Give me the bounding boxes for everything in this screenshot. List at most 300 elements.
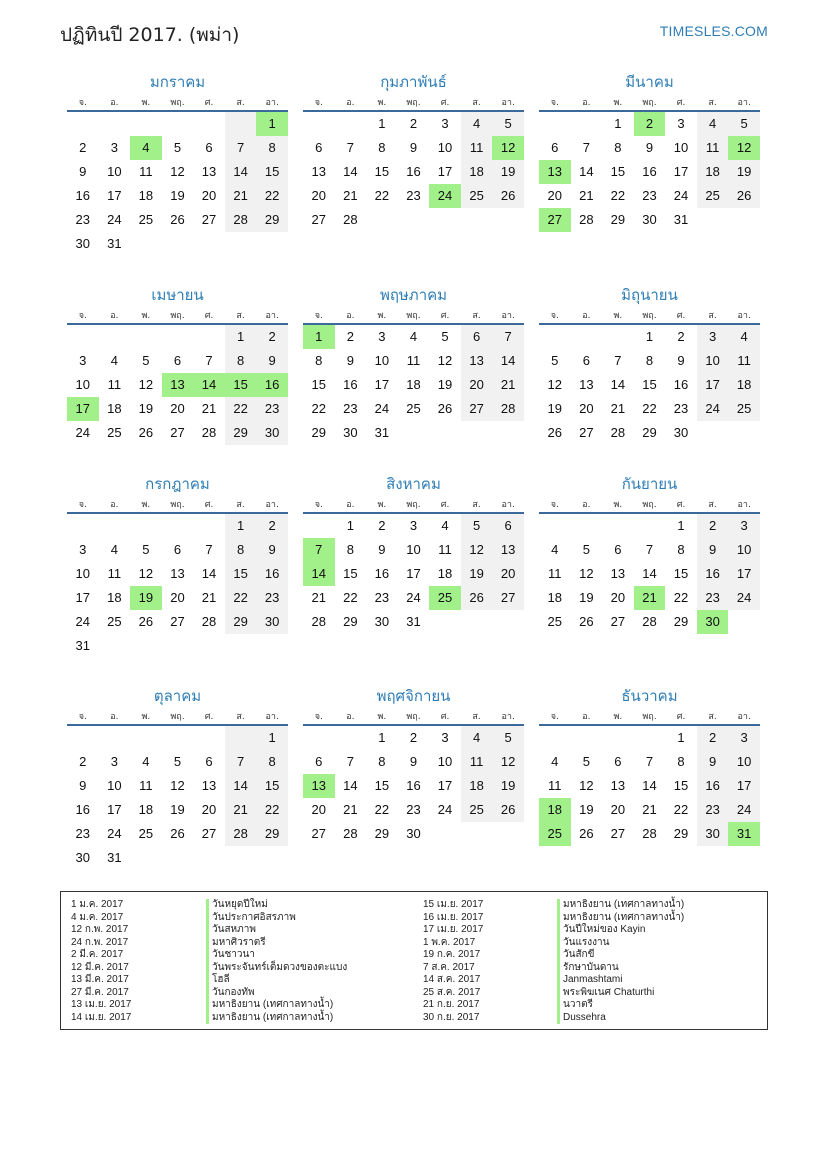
day-cell[interactable]: 16 (343, 377, 358, 392)
day-cell[interactable]: 19 (579, 802, 594, 817)
day-cell[interactable]: 9 (79, 164, 87, 179)
day-cell[interactable]: 26 (547, 425, 563, 440)
day-cell[interactable]: 23 (406, 188, 421, 203)
day-cell[interactable]: 9 (677, 353, 685, 368)
day-cell[interactable]: 6 (205, 140, 213, 155)
day-cell[interactable]: 31 (406, 614, 421, 629)
day-cell[interactable]: 5 (142, 353, 150, 368)
day-cell[interactable]: 12 (579, 566, 594, 581)
day-cell[interactable]: 27 (311, 212, 327, 227)
day-cell[interactable]: 3 (697, 325, 729, 349)
day-cell[interactable]: 15 (256, 160, 288, 184)
day-cell[interactable]: 28 (225, 208, 257, 232)
day-cell[interactable]: 1 (677, 518, 685, 533)
day-cell[interactable]: 3 (79, 353, 87, 368)
day-cell[interactable]: 9 (409, 140, 418, 155)
day-cell[interactable]: 15 (256, 774, 288, 798)
day-cell[interactable]: 11 (107, 377, 122, 392)
day-cell[interactable]: 19 (492, 774, 524, 798)
day-cell[interactable]: 25 (138, 826, 154, 841)
day-cell[interactable]: 16 (697, 562, 729, 586)
day-cell[interactable]: 23 (75, 826, 91, 841)
day-cell[interactable]: 24 (437, 802, 453, 817)
day-cell[interactable]: 12 (492, 750, 524, 774)
day-cell[interactable]: 10 (75, 566, 91, 581)
day-cell[interactable]: 18 (138, 802, 154, 817)
day-cell[interactable]: 29 (256, 822, 288, 846)
day-cell[interactable]: 8 (645, 353, 654, 368)
day-cell[interactable]: 10 (728, 538, 760, 562)
day-cell[interactable]: 9 (409, 754, 418, 769)
day-cell[interactable]: 10 (728, 750, 760, 774)
day-cell[interactable]: 4 (409, 329, 418, 344)
day-cell[interactable]: 24 (374, 401, 390, 416)
day-cell[interactable]: 24 (406, 590, 421, 605)
day-cell[interactable]: 31 (374, 425, 390, 440)
day-cell[interactable]: 6 (551, 140, 559, 155)
day-cell[interactable]: 20 (170, 401, 185, 416)
day-cell[interactable]: 22 (256, 798, 288, 822)
day-cell[interactable]: 25 (429, 586, 461, 610)
day-cell[interactable]: 6 (315, 140, 323, 155)
day-cell[interactable]: 20 (610, 802, 626, 817)
day-cell[interactable]: 16 (406, 778, 421, 793)
day-cell[interactable]: 19 (461, 562, 493, 586)
day-cell[interactable]: 12 (170, 778, 185, 793)
day-cell[interactable]: 21 (311, 590, 327, 605)
day-cell[interactable]: 12 (138, 377, 154, 392)
day-cell[interactable]: 23 (697, 798, 729, 822)
day-cell[interactable]: 13 (492, 538, 524, 562)
day-cell[interactable]: 18 (107, 590, 122, 605)
day-cell[interactable]: 13 (162, 373, 194, 397)
day-cell[interactable]: 31 (673, 212, 689, 227)
day-cell[interactable]: 19 (437, 377, 453, 392)
day-cell[interactable]: 2 (697, 726, 729, 750)
day-cell[interactable]: 18 (697, 160, 729, 184)
day-cell[interactable]: 19 (130, 586, 162, 610)
day-cell[interactable]: 25 (107, 614, 122, 629)
day-cell[interactable]: 26 (461, 586, 493, 610)
day-cell[interactable]: 29 (673, 614, 689, 629)
day-cell[interactable]: 6 (461, 325, 493, 349)
day-cell[interactable]: 29 (642, 425, 657, 440)
day-cell[interactable]: 14 (492, 349, 524, 373)
day-cell[interactable]: 3 (441, 730, 449, 745)
day-cell[interactable]: 27 (201, 826, 217, 841)
day-cell[interactable]: 25 (728, 397, 760, 421)
day-cell[interactable]: 5 (551, 353, 559, 368)
day-cell[interactable]: 4 (728, 325, 760, 349)
day-cell[interactable]: 29 (374, 826, 390, 841)
day-cell[interactable]: 14 (610, 377, 626, 392)
day-cell[interactable]: 9 (256, 349, 288, 373)
day-cell[interactable]: 26 (492, 798, 524, 822)
day-cell[interactable]: 27 (579, 425, 594, 440)
day-cell[interactable]: 2 (409, 116, 418, 131)
day-cell[interactable]: 30 (673, 425, 689, 440)
day-cell[interactable]: 17 (728, 774, 760, 798)
day-cell[interactable]: 16 (406, 164, 421, 179)
day-cell[interactable]: 13 (579, 377, 594, 392)
day-cell[interactable]: 18 (539, 798, 571, 822)
day-cell[interactable]: 25 (138, 212, 154, 227)
day-cell[interactable]: 17 (107, 188, 122, 203)
day-cell[interactable]: 21 (642, 802, 657, 817)
day-cell[interactable]: 27 (201, 212, 217, 227)
day-cell[interactable]: 24 (75, 614, 91, 629)
day-cell[interactable]: 24 (697, 397, 729, 421)
brand-link[interactable]: TIMESLES.COM (659, 23, 768, 39)
day-cell[interactable]: 2 (79, 754, 87, 769)
day-cell[interactable]: 4 (461, 726, 493, 750)
day-cell[interactable]: 14 (343, 164, 358, 179)
day-cell[interactable]: 28 (225, 822, 257, 846)
day-cell[interactable]: 8 (225, 349, 257, 373)
day-cell[interactable]: 10 (107, 164, 122, 179)
day-cell[interactable]: 19 (579, 590, 594, 605)
day-cell[interactable]: 15 (374, 164, 390, 179)
day-cell[interactable]: 13 (303, 774, 335, 798)
day-cell[interactable]: 7 (303, 538, 335, 562)
day-cell[interactable]: 14 (225, 774, 257, 798)
day-cell[interactable]: 18 (728, 373, 760, 397)
day-cell[interactable]: 14 (225, 160, 257, 184)
day-cell[interactable]: 22 (673, 590, 689, 605)
day-cell[interactable]: 22 (642, 401, 657, 416)
day-cell[interactable]: 2 (378, 518, 386, 533)
day-cell[interactable]: 1 (614, 116, 622, 131)
day-cell[interactable]: 28 (311, 614, 327, 629)
day-cell[interactable]: 2 (634, 112, 666, 136)
day-cell[interactable]: 3 (378, 329, 386, 344)
day-cell[interactable]: 20 (311, 188, 327, 203)
day-cell[interactable]: 10 (406, 542, 421, 557)
day-cell[interactable]: 20 (201, 802, 217, 817)
day-cell[interactable]: 11 (438, 542, 452, 557)
day-cell[interactable]: 17 (75, 590, 91, 605)
day-cell[interactable]: 6 (173, 542, 182, 557)
day-cell[interactable]: 17 (437, 164, 453, 179)
day-cell[interactable]: 16 (673, 377, 689, 392)
day-cell[interactable]: 9 (79, 778, 87, 793)
day-cell[interactable]: 17 (437, 778, 453, 793)
day-cell[interactable]: 26 (579, 826, 594, 841)
day-cell[interactable]: 31 (107, 236, 122, 251)
day-cell[interactable]: 13 (170, 566, 185, 581)
day-cell[interactable]: 29 (225, 421, 257, 445)
day-cell[interactable]: 5 (492, 726, 524, 750)
day-cell[interactable]: 7 (205, 542, 213, 557)
day-cell[interactable]: 27 (610, 614, 626, 629)
day-cell[interactable]: 3 (728, 514, 760, 538)
day-cell[interactable]: 30 (406, 826, 421, 841)
day-cell[interactable]: 28 (201, 614, 217, 629)
day-cell[interactable]: 24 (728, 798, 760, 822)
day-cell[interactable]: 28 (642, 826, 657, 841)
day-cell[interactable]: 16 (642, 164, 657, 179)
day-cell[interactable]: 16 (256, 373, 288, 397)
day-cell[interactable]: 27 (610, 826, 626, 841)
day-cell[interactable]: 26 (170, 826, 185, 841)
day-cell[interactable]: 4 (551, 754, 559, 769)
day-cell[interactable]: 17 (728, 562, 760, 586)
day-cell[interactable]: 21 (634, 586, 666, 610)
day-cell[interactable]: 1 (225, 514, 257, 538)
day-cell[interactable]: 25 (547, 614, 563, 629)
day-cell[interactable]: 7 (645, 542, 654, 557)
day-cell[interactable]: 1 (256, 112, 288, 136)
day-cell[interactable]: 11 (107, 566, 122, 581)
day-cell[interactable]: 14 (642, 566, 657, 581)
day-cell[interactable]: 30 (697, 822, 729, 846)
day-cell[interactable]: 5 (173, 140, 182, 155)
day-cell[interactable]: 8 (378, 140, 386, 155)
day-cell[interactable]: 8 (346, 542, 354, 557)
day-cell[interactable]: 8 (256, 750, 288, 774)
day-cell[interactable]: 8 (315, 353, 323, 368)
day-cell[interactable]: 21 (201, 401, 217, 416)
day-cell[interactable]: 28 (201, 425, 217, 440)
day-cell[interactable]: 2 (256, 514, 288, 538)
day-cell[interactable]: 2 (79, 140, 87, 155)
day-cell[interactable]: 4 (461, 112, 493, 136)
day-cell[interactable]: 30 (256, 610, 288, 634)
day-cell[interactable]: 23 (406, 802, 421, 817)
day-cell[interactable]: 29 (311, 425, 327, 440)
day-cell[interactable]: 8 (614, 140, 622, 155)
day-cell[interactable]: 6 (582, 353, 590, 368)
day-cell[interactable]: 27 (492, 586, 524, 610)
day-cell[interactable]: 5 (492, 112, 524, 136)
day-cell[interactable]: 13 (461, 349, 493, 373)
day-cell[interactable]: 15 (311, 377, 327, 392)
day-cell[interactable]: 21 (343, 188, 358, 203)
day-cell[interactable]: 10 (697, 349, 729, 373)
day-cell[interactable]: 31 (728, 822, 760, 846)
day-cell[interactable]: 7 (346, 140, 354, 155)
day-cell[interactable]: 9 (378, 542, 386, 557)
day-cell[interactable]: 23 (256, 397, 288, 421)
day-cell[interactable]: 7 (614, 353, 622, 368)
day-cell[interactable]: 17 (374, 377, 390, 392)
day-cell[interactable]: 20 (547, 188, 563, 203)
day-cell[interactable]: 5 (461, 514, 493, 538)
day-cell[interactable]: 2 (677, 329, 685, 344)
day-cell[interactable]: 10 (437, 754, 453, 769)
day-cell[interactable]: 20 (170, 590, 185, 605)
day-cell[interactable]: 17 (406, 566, 421, 581)
day-cell[interactable]: 4 (110, 353, 118, 368)
day-cell[interactable]: 8 (256, 136, 288, 160)
day-cell[interactable]: 13 (311, 164, 327, 179)
day-cell[interactable]: 19 (170, 188, 185, 203)
day-cell[interactable]: 24 (728, 586, 760, 610)
day-cell[interactable]: 11 (461, 136, 493, 160)
day-cell[interactable]: 11 (548, 566, 562, 581)
day-cell[interactable]: 28 (343, 212, 358, 227)
day-cell[interactable]: 15 (642, 377, 657, 392)
day-cell[interactable]: 30 (256, 421, 288, 445)
day-cell[interactable]: 25 (406, 401, 421, 416)
day-cell[interactable]: 15 (225, 562, 257, 586)
day-cell[interactable]: 16 (75, 802, 91, 817)
day-cell[interactable]: 26 (492, 184, 524, 208)
day-cell[interactable]: 28 (492, 397, 524, 421)
day-cell[interactable]: 8 (677, 754, 685, 769)
day-cell[interactable]: 14 (642, 778, 657, 793)
day-cell[interactable]: 2 (409, 730, 418, 745)
day-cell[interactable]: 18 (461, 160, 493, 184)
day-cell[interactable]: 19 (547, 401, 563, 416)
day-cell[interactable]: 23 (374, 590, 390, 605)
day-cell[interactable]: 1 (677, 730, 685, 745)
day-cell[interactable]: 22 (610, 188, 626, 203)
day-cell[interactable]: 25 (461, 184, 493, 208)
day-cell[interactable]: 8 (225, 538, 257, 562)
day-cell[interactable]: 1 (378, 116, 386, 131)
day-cell[interactable]: 6 (173, 353, 182, 368)
day-cell[interactable]: 5 (441, 329, 449, 344)
day-cell[interactable]: 12 (461, 538, 493, 562)
day-cell[interactable]: 26 (170, 212, 185, 227)
day-cell[interactable]: 30 (642, 212, 657, 227)
day-cell[interactable]: 30 (697, 610, 729, 634)
day-cell[interactable]: 8 (378, 754, 386, 769)
day-cell[interactable]: 26 (138, 614, 154, 629)
day-cell[interactable]: 16 (256, 562, 288, 586)
day-cell[interactable]: 5 (173, 754, 182, 769)
day-cell[interactable]: 3 (79, 542, 87, 557)
day-cell[interactable]: 29 (225, 610, 257, 634)
day-cell[interactable]: 22 (673, 802, 689, 817)
day-cell[interactable]: 3 (677, 116, 685, 131)
day-cell[interactable]: 29 (673, 826, 689, 841)
day-cell[interactable]: 28 (642, 614, 657, 629)
day-cell[interactable]: 9 (645, 140, 654, 155)
day-cell[interactable]: 9 (346, 353, 354, 368)
day-cell[interactable]: 18 (461, 774, 493, 798)
day-cell[interactable]: 9 (697, 538, 729, 562)
day-cell[interactable]: 31 (107, 850, 122, 865)
day-cell[interactable]: 21 (579, 188, 594, 203)
day-cell[interactable]: 27 (170, 425, 185, 440)
day-cell[interactable]: 7 (582, 140, 590, 155)
day-cell[interactable]: 21 (225, 798, 257, 822)
day-cell[interactable]: 23 (256, 586, 288, 610)
day-cell[interactable]: 21 (225, 184, 257, 208)
day-cell[interactable]: 18 (138, 188, 154, 203)
day-cell[interactable]: 17 (673, 164, 689, 179)
day-cell[interactable]: 4 (441, 518, 449, 533)
day-cell[interactable]: 15 (673, 778, 689, 793)
day-cell[interactable]: 10 (107, 778, 122, 793)
day-cell[interactable]: 26 (437, 401, 453, 416)
day-cell[interactable]: 12 (579, 778, 594, 793)
day-cell[interactable]: 11 (697, 136, 729, 160)
day-cell[interactable]: 1 (346, 518, 354, 533)
day-cell[interactable]: 30 (374, 614, 390, 629)
day-cell[interactable]: 15 (374, 778, 390, 793)
day-cell[interactable]: 14 (201, 566, 217, 581)
day-cell[interactable]: 12 (547, 377, 563, 392)
day-cell[interactable]: 5 (728, 112, 760, 136)
day-cell[interactable]: 31 (75, 638, 91, 653)
day-cell[interactable]: 15 (343, 566, 358, 581)
day-cell[interactable]: 25 (461, 798, 493, 822)
day-cell[interactable]: 6 (614, 754, 622, 769)
day-cell[interactable]: 14 (579, 164, 594, 179)
day-cell[interactable]: 23 (673, 401, 689, 416)
day-cell[interactable]: 20 (492, 562, 524, 586)
day-cell[interactable]: 15 (225, 373, 257, 397)
day-cell[interactable]: 21 (492, 373, 524, 397)
day-cell[interactable]: 9 (697, 750, 729, 774)
day-cell[interactable]: 5 (142, 542, 150, 557)
day-cell[interactable]: 28 (610, 425, 626, 440)
day-cell[interactable]: 11 (139, 164, 153, 179)
day-cell[interactable]: 28 (343, 826, 358, 841)
day-cell[interactable]: 18 (437, 566, 453, 581)
day-cell[interactable]: 10 (437, 140, 453, 155)
day-cell[interactable]: 27 (539, 208, 571, 232)
day-cell[interactable]: 6 (492, 514, 524, 538)
day-cell[interactable]: 23 (697, 586, 729, 610)
day-cell[interactable]: 26 (728, 184, 760, 208)
day-cell[interactable]: 19 (170, 802, 185, 817)
day-cell[interactable]: 25 (697, 184, 729, 208)
day-cell[interactable]: 7 (225, 750, 257, 774)
day-cell[interactable]: 29 (256, 208, 288, 232)
day-cell[interactable]: 14 (303, 562, 335, 586)
day-cell[interactable]: 4 (142, 754, 150, 769)
day-cell[interactable]: 11 (548, 778, 562, 793)
day-cell[interactable]: 29 (343, 614, 358, 629)
day-cell[interactable]: 8 (677, 542, 685, 557)
day-cell[interactable]: 20 (461, 373, 493, 397)
day-cell[interactable]: 16 (697, 774, 729, 798)
day-cell[interactable]: 1 (256, 726, 288, 750)
day-cell[interactable]: 6 (614, 542, 622, 557)
day-cell[interactable]: 11 (728, 349, 760, 373)
day-cell[interactable]: 29 (610, 212, 626, 227)
day-cell[interactable]: 23 (343, 401, 358, 416)
day-cell[interactable]: 4 (130, 136, 162, 160)
day-cell[interactable]: 12 (138, 566, 154, 581)
day-cell[interactable]: 22 (225, 397, 257, 421)
day-cell[interactable]: 24 (429, 184, 461, 208)
day-cell[interactable]: 2 (346, 329, 354, 344)
day-cell[interactable]: 9 (256, 538, 288, 562)
day-cell[interactable]: 24 (673, 188, 689, 203)
day-cell[interactable]: 21 (610, 401, 626, 416)
day-cell[interactable]: 26 (138, 425, 154, 440)
day-cell[interactable]: 25 (107, 425, 122, 440)
day-cell[interactable]: 7 (225, 136, 257, 160)
day-cell[interactable]: 17 (107, 802, 122, 817)
day-cell[interactable]: 4 (551, 542, 559, 557)
day-cell[interactable]: 5 (582, 754, 590, 769)
day-cell[interactable]: 11 (139, 778, 153, 793)
day-cell[interactable]: 19 (138, 401, 154, 416)
day-cell[interactable]: 2 (697, 514, 729, 538)
day-cell[interactable]: 24 (107, 212, 122, 227)
day-cell[interactable]: 19 (492, 160, 524, 184)
day-cell[interactable]: 3 (728, 726, 760, 750)
day-cell[interactable]: 15 (673, 566, 689, 581)
day-cell[interactable]: 21 (343, 802, 358, 817)
day-cell[interactable]: 30 (343, 425, 358, 440)
